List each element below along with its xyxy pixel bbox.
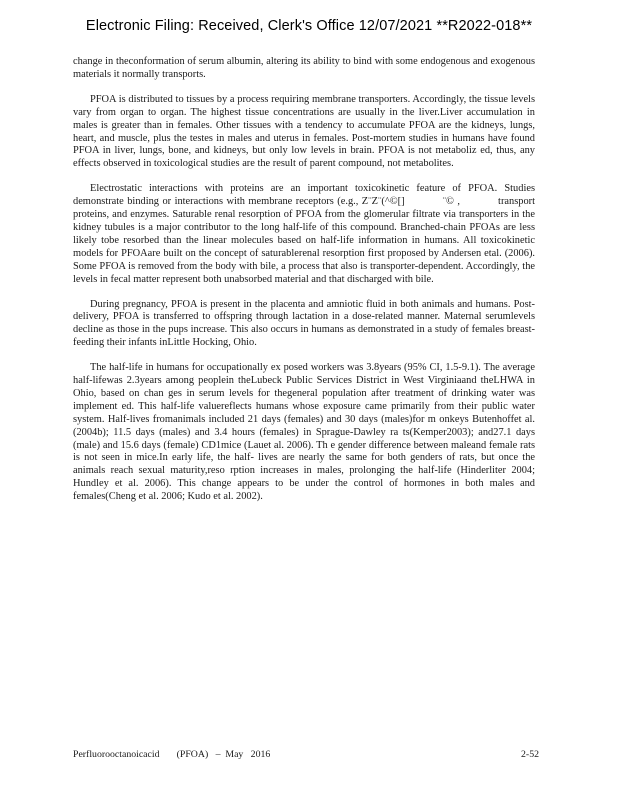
- paragraph-3: Electrostatic interactions with proteins are an important toxicokinetic feature of PFOA. Studies demonstrate binding or interactions with membrane receptors (e.g., Z¨Z¨(^©[] ¨© , transport proteins, and enzymes. Saturable renal resorption of PFOA from the glomerular filtrate via transporters in the kidney tubules is a major contributor to the long half-life of this compound. Branched-chain PFOAs are less likely tobe resorbed than the linear molecules based on half-life information in humans. All toxicokinetic models for PFOAare built on the concept of saturablerenal resorption first proposed by Andersen etal. (2006). Some PFOA is removed from the body with bile, a process that also is transporter-dependent. Accordingly, the levels in fecal matter represent both unabsorbed material and that discharged with bile.: [73, 183, 535, 285]
- footer-page-number: 2-52: [521, 749, 539, 760]
- paragraph-1: change in theconformation of serum albumin, altering its ability to bind with some endogenous and exogenous materials it normally transports.: [73, 56, 535, 80]
- paragraph-5: The half-life in humans for occupationally ex posed workers was 3.8years (95% CI, 1.5-9.1). The average half-lifewas 2.3years among peoplein theLubeck Public Services District in West Virginiaand theLHWA in Ohio, based on chan ges in serum levels for thegeneral population after treatment of drinking water was implement ed. This half-life valuereflects humans whose exposure came primarily from their public water system. Half-lives fromanimals included 21 days (females) and 30 days (males)for m onkeys Butenhoffet al. (2004b); 11.5 days (males) and 3.4 hours (females) in Sprague-Dawley ra ts(Kemper2003); and27.1 days (male) and 15.6 days (female) CD1mice (Lauet al. 2006). Th e gender difference between maleand female rats is not seen in mice.In early life, the half- lives are nearly the same for both genders of rats, but once the animals reach sexual maturity,reso rption increases in males, prolonging the half-life (Hinderliter 2004; Hundley et al. 2006). This change appears to be under the control of hormones in both males and females(Cheng et al. 2006; Kudo et al. 2002).: [73, 362, 535, 503]
- footer-document-title: Perfluorooctanoicacid (PFOA) – May 2016: [73, 749, 271, 760]
- filing-header: Electronic Filing: Received, Clerk's Office 12/07/2021 **R2022-018**: [85, 18, 533, 34]
- paragraph-2: PFOA is distributed to tissues by a process requiring membrane transporters. Accordingly, the tissue levels vary from organ to organ. The highest tissue concentrations are usually in the liver.Liver accumulation in males is greater than in females. Other tissues with a tendency to accumulate PFOA are the kidneys, lungs, heart, and muscle, plus the testes in males and uterus in females. Post-mortem studies in humans have found PFOA in liver, lungs, bone, and kidneys, but only low levels in brain. PFOA is not metaboliz ed, thus, any effects observed in toxicological studies are the result of parent compound, not metabolites.: [73, 93, 535, 170]
- document-body: [73, 56, 535, 516]
- paragraph-4: During pregnancy, PFOA is present in the placenta and amniotic fluid in both animals and humans. Post-delivery, PFOA is transferred to offspring through lactation in a dose-related manner. Maternal serumlevels decline as those in the pups increase. This also occurs in humans as demonstrated in a study of females breast-feeding their infants inLittle Hocking, Ohio.: [73, 298, 535, 349]
